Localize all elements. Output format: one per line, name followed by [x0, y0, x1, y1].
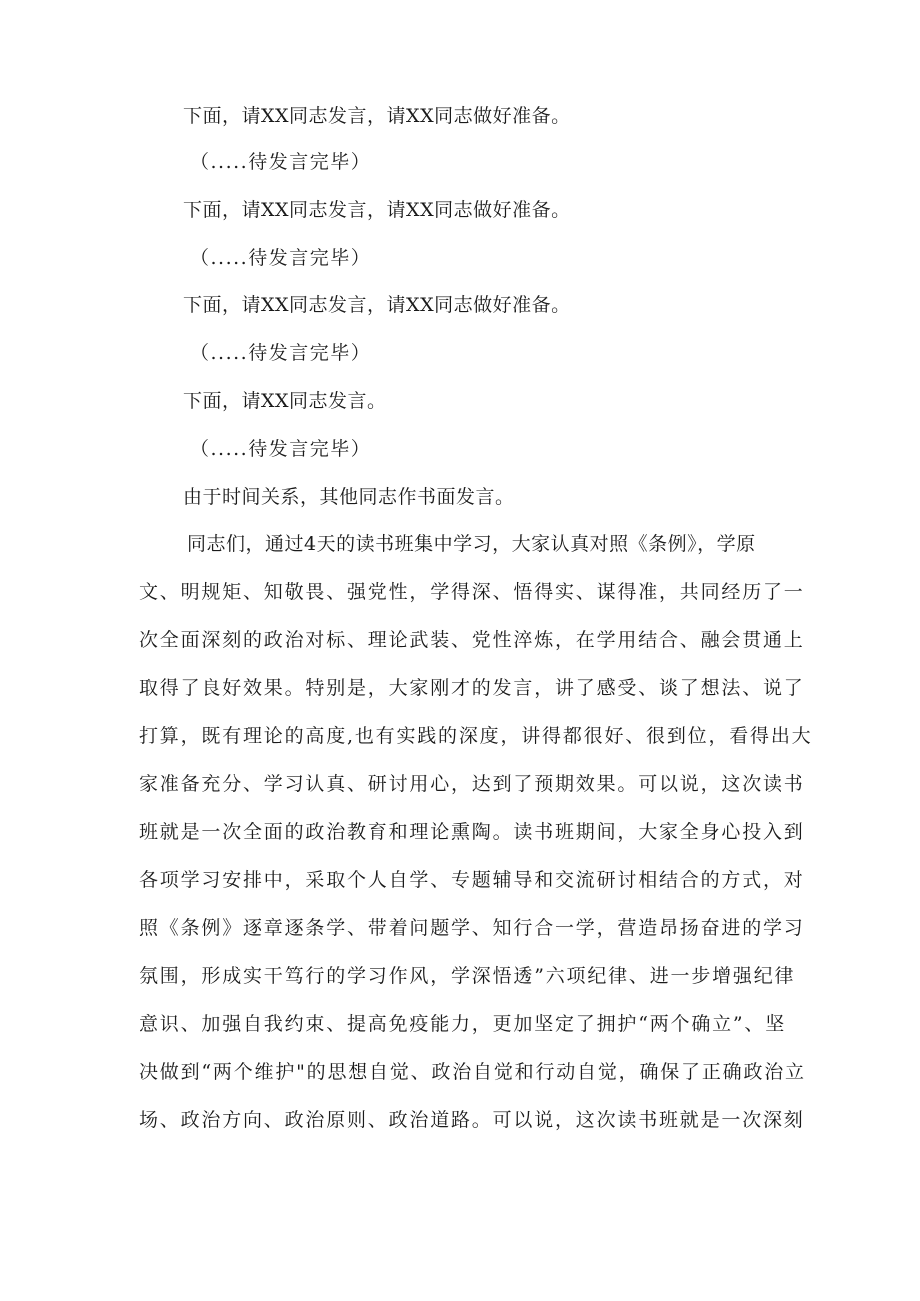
paragraph-line: 照《条例》逐章逐条学、带着问题学、知行合一学，营造昂扬奋进的学习: [139, 917, 805, 939]
speaker-line-4: 下面，请XX同志发言。: [183, 390, 387, 412]
paragraph-line: 取得了良好效果。特别是，大家刚才的发言，讲了感受、谈了想法、说了: [139, 677, 805, 699]
speaker-line-1: 下面，请XX同志发言，请XX同志做好准备。: [183, 105, 571, 127]
written-speech-note: 由于时间关系，其他同志作书面发言。: [183, 486, 515, 508]
paragraph-line: 文、明规矩、知敬畏、强党性，学得深、悟得实、谋得准，共同经历了一: [139, 581, 805, 603]
paragraph-line: 同志们，通过4天的读书班集中学习，大家认真对照《条例》，学原: [187, 533, 756, 555]
pending-note-2: （.....待发言完毕）: [190, 247, 372, 269]
speaker-line-3: 下面，请XX同志发言，请XX同志做好准备。: [183, 294, 571, 316]
paragraph-line: 决做到“两个维护"的思想自觉、政治自觉和行动自觉，确保了正确政治立: [139, 1061, 806, 1083]
paragraph-line: 打算，既有理论的高度,也有实践的深度，讲得都很好、很到位，看得出大: [139, 725, 813, 747]
pending-note-3: （.....待发言完毕）: [190, 342, 372, 364]
paragraph-line: 氛围，形成实干笃行的学习作风，学深悟透”六项纪律、进一步增强纪律: [139, 965, 796, 987]
paragraph-line: 场、政治方向、政治原则、政治道路。可以说，这次读书班就是一次深刻: [139, 1109, 805, 1131]
paragraph-line: 次全面深刻的政治对标、理论武装、党性淬炼，在学用结合、融会贯通上: [139, 629, 805, 651]
paragraph-line: 各项学习安排中，采取个人自学、专题辅导和交流研讨相结合的方式，对: [139, 869, 805, 891]
paragraph-line: 班就是一次全面的政治教育和理论熏陶。读书班期间，大家全身心投入到: [139, 821, 805, 843]
paragraph-line: 意识、加强自我约束、提高免疫能力，更加坚定了拥护“两个确立”、坚: [139, 1013, 787, 1035]
pending-note-1: （.....待发言完毕）: [190, 151, 372, 173]
pending-note-4: （.....待发言完毕）: [190, 438, 372, 460]
paragraph-line: 家准备充分、学习认真、研讨用心，达到了预期效果。可以说，这次读书: [139, 773, 805, 795]
speaker-line-2: 下面，请XX同志发言，请XX同志做好准备。: [183, 199, 571, 221]
